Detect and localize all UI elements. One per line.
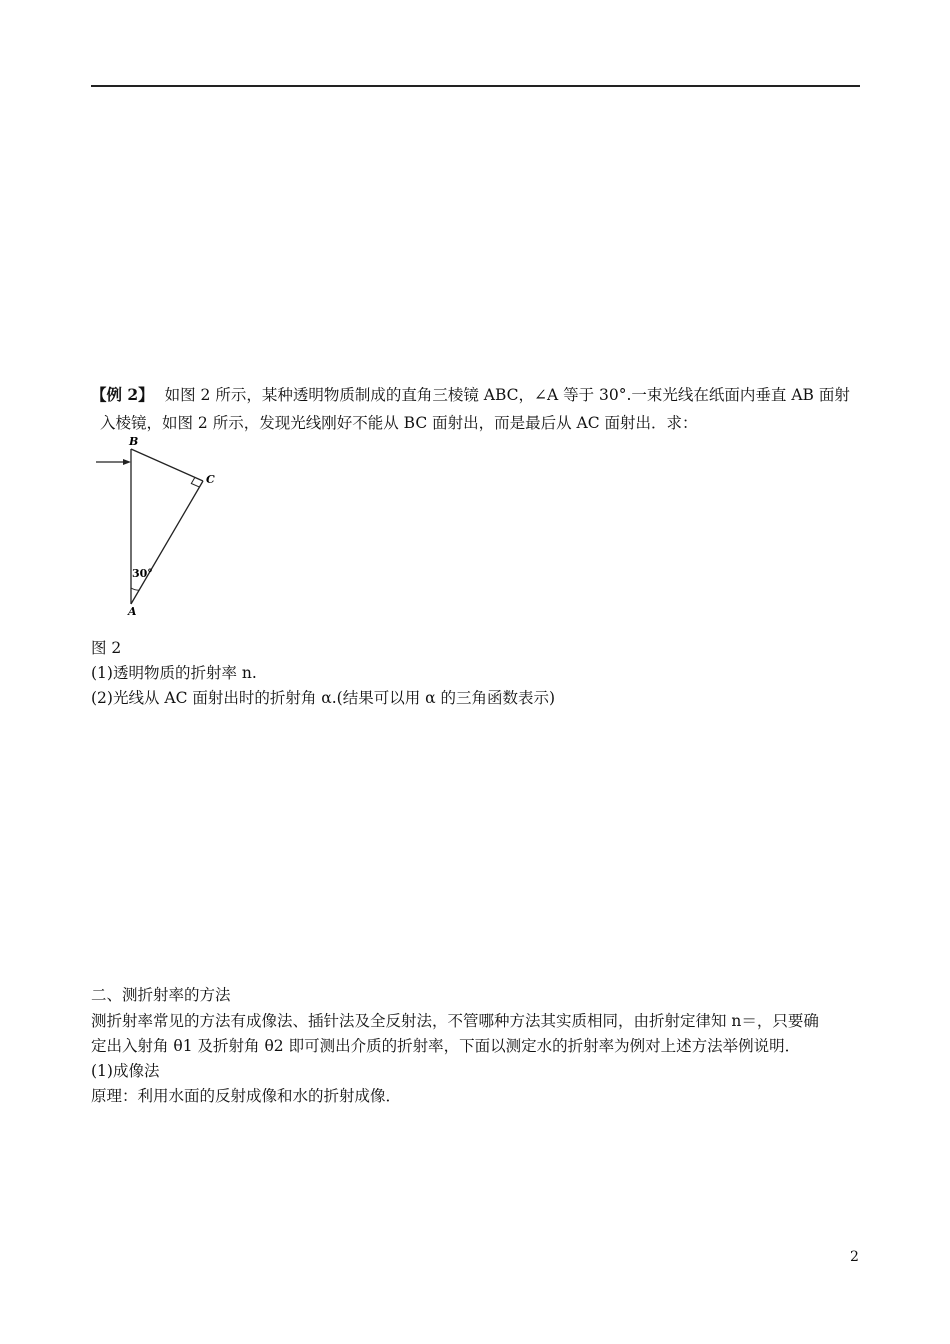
example2-text-line1: 如图 2 所示，某种透明物质制成的直角三棱镜 ABC，∠A 等于 30°.一束光线在纸面内垂直 AB 面射 <box>164 386 850 404</box>
example2-line1 <box>91 384 850 406</box>
angle-arc-a <box>131 588 139 590</box>
question-2: (2)光线从 AC 面射出时的折射角 α.(结果可以用 α 的三角函数表示) <box>91 689 556 707</box>
header-rule <box>91 85 860 87</box>
example2-line2: 入棱镜，如图 2 所示，发现光线刚好不能从 BC 面射出，而是最后从 AC 面射出．求： <box>100 414 698 432</box>
example2-tag: 【例 2】 <box>91 385 154 404</box>
section2-para-line1: 测折射率常见的方法有成像法、插针法及全反射法，不管哪种方法其实质相同，由折射定律知 n＝，只要确 <box>91 1012 819 1030</box>
prism-diagram <box>93 435 223 615</box>
page-number: 2 <box>850 1249 859 1265</box>
side-bc <box>131 449 203 481</box>
section2-heading: 二、测折射率的方法 <box>91 986 231 1004</box>
section2-para-line2: 定出入射角 θ1 及折射角 θ2 即可测出介质的折射率，下面以测定水的折射率为例对上述方法举例说明． <box>91 1037 801 1055</box>
figure-caption: 图 2 <box>91 639 122 657</box>
label-a: A <box>128 605 137 615</box>
side-ca <box>131 481 203 604</box>
method1-heading: (1)成像法 <box>91 1062 160 1080</box>
label-b: B <box>129 435 139 448</box>
label-c: C <box>206 473 215 486</box>
ray-arrowhead <box>123 459 131 465</box>
prism-figure <box>93 435 223 615</box>
angle-label: 30° <box>132 567 153 580</box>
question-1: (1)透明物质的折射率 n. <box>91 664 257 682</box>
principle-text: 原理：利用水面的反射成像和水的折射成像． <box>91 1087 402 1105</box>
